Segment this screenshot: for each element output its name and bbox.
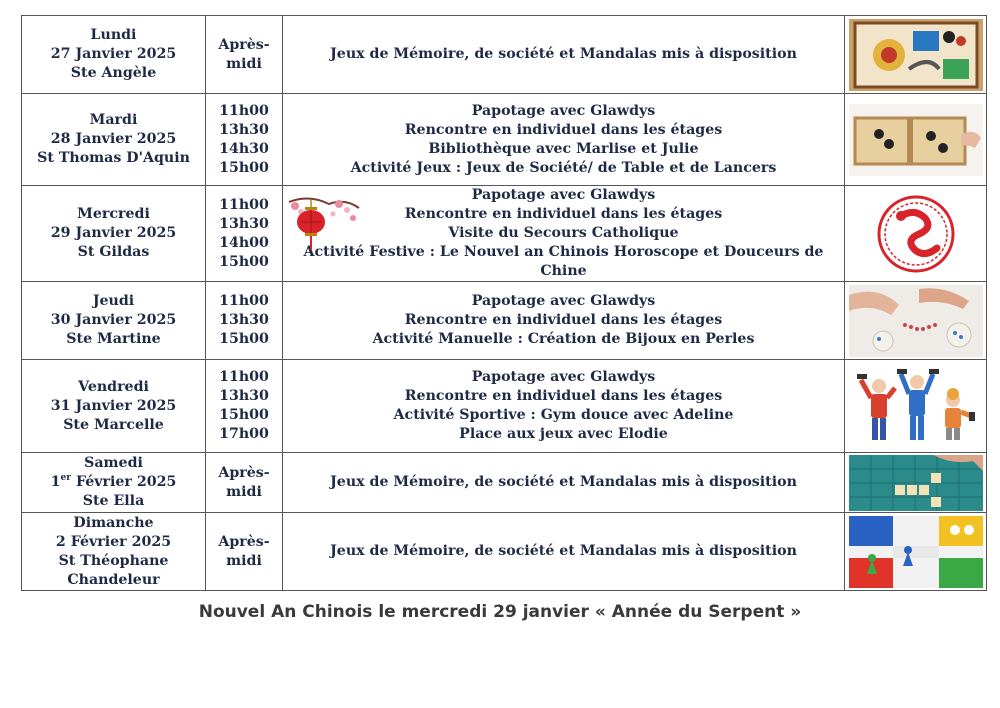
time-cell	[206, 16, 283, 94]
day-date: 29 Janvier 2025	[50, 225, 177, 241]
image-cell	[845, 282, 987, 360]
day-cell	[22, 453, 206, 513]
schedule-row-dimanche	[22, 513, 987, 591]
seniors-gym-illustration	[849, 366, 983, 446]
day-date-rest: Février 2025	[71, 474, 177, 490]
time-label: Après-	[218, 36, 270, 53]
time-label: 17h00	[219, 426, 269, 442]
time-label: Après-	[218, 464, 270, 481]
activity-cell	[283, 282, 845, 360]
day-date-number: 1	[50, 474, 61, 490]
day-date: 27 Janvier 2025	[50, 46, 177, 62]
day-event: Chandeleur	[67, 571, 160, 588]
time-label: 13h30	[219, 121, 269, 138]
schedule-row-mardi	[22, 94, 987, 186]
day-cell	[22, 16, 206, 94]
activity-line: Jeux de Mémoire, de société et Mandalas mis à disposition	[330, 474, 797, 490]
activity-line: Bibliothèque avec Marlise et Julie	[428, 140, 699, 157]
day-cell	[22, 186, 206, 282]
activity-line: Jeux de Mémoire, de société et Mandalas mis à disposition	[330, 46, 797, 62]
snake-emblem	[849, 194, 983, 274]
day-saint: Ste Angèle	[70, 65, 157, 81]
activity-line: Activité Sportive : Gym douce avec Adeline	[393, 407, 734, 423]
time-label: 13h30	[219, 312, 269, 328]
day-cell	[22, 513, 206, 591]
image-cell	[845, 360, 987, 453]
schedule-row-jeudi	[22, 282, 987, 360]
time-label: 13h30	[219, 215, 269, 232]
day-date: 30 Janvier 2025	[50, 312, 177, 328]
ludo-board-photo	[849, 516, 983, 588]
activity-line: Rencontre en individuel dans les étages	[404, 121, 723, 138]
activity-schedule-table	[21, 15, 987, 591]
day-name: Jeudi	[92, 293, 135, 309]
activity-cell	[283, 453, 845, 513]
time-label: 15h00	[219, 159, 269, 176]
day-saint: St Théophane	[58, 552, 169, 569]
day-date-ordinal: er	[60, 473, 72, 483]
time-label: 11h00	[219, 369, 269, 385]
wooden-table-game-photo	[849, 104, 983, 176]
activity-line: Papotage avec Glawdys	[471, 369, 656, 385]
activity-line: Rencontre en individuel dans les étages	[404, 388, 723, 404]
activity-line: Visite du Secours Catholique	[448, 225, 679, 241]
time-label: midi	[226, 483, 262, 500]
activity-cell	[283, 94, 845, 186]
scrabble-photo	[849, 455, 983, 511]
activity-cell	[283, 16, 845, 94]
day-name: Mercredi	[77, 206, 150, 222]
day-date: 28 Janvier 2025	[50, 131, 177, 147]
time-cell	[206, 360, 283, 453]
time-label: 15h00	[219, 407, 269, 423]
chinese-lantern-icon	[287, 192, 361, 256]
time-label: 11h00	[219, 102, 269, 119]
schedule-row-vendredi	[22, 360, 987, 453]
time-label: 14h00	[219, 234, 269, 251]
day-cell	[22, 360, 206, 453]
time-label: midi	[226, 552, 262, 569]
activity-line: Place aux jeux avec Elodie	[459, 426, 668, 442]
time-label: 13h30	[219, 388, 269, 404]
board-game-photo	[849, 19, 983, 91]
day-date: 31 Janvier 2025	[50, 397, 177, 414]
day-cell	[22, 94, 206, 186]
day-name: Vendredi	[78, 378, 149, 395]
footer-caption: Nouvel An Chinois le mercredi 29 janvier « Année du Serpent »	[198, 602, 802, 622]
time-label: Après-	[218, 533, 270, 550]
image-cell	[845, 16, 987, 94]
activity-line: Rencontre en individuel dans les étages	[404, 206, 723, 222]
day-saint: St Gildas	[77, 244, 150, 260]
day-name: Dimanche	[73, 514, 154, 531]
day-name: Lundi	[90, 27, 137, 43]
time-label: 15h00	[219, 331, 269, 347]
time-cell	[206, 453, 283, 513]
activity-line: Activité Festive : Le Nouvel an Chinois Horoscope et Douceurs de Chine	[303, 244, 824, 279]
activity-line: Papotage avec Glawdys	[471, 293, 656, 309]
image-cell	[845, 513, 987, 591]
day-name: Mardi	[89, 112, 138, 128]
activity-line: Rencontre en individuel dans les étages	[404, 312, 723, 328]
time-label: 11h00	[219, 293, 269, 309]
activity-cell	[283, 513, 845, 591]
time-cell	[206, 513, 283, 591]
time-cell	[206, 186, 283, 282]
activity-cell	[283, 186, 845, 282]
time-label: 11h00	[219, 196, 269, 213]
schedule-row-mercredi	[22, 186, 987, 282]
day-saint: Ste Ella	[82, 493, 145, 509]
activity-line: Papotage avec Glawdys	[471, 187, 656, 203]
image-cell	[845, 186, 987, 282]
day-date	[22, 473, 205, 492]
schedule-row-samedi	[22, 453, 987, 513]
image-cell	[845, 94, 987, 186]
activity-line: Papotage avec Glawdys	[471, 102, 656, 119]
image-cell	[845, 453, 987, 513]
activity-line: Activité Jeux : Jeux de Société/ de Table et de Lancers	[350, 159, 777, 176]
time-cell	[206, 282, 283, 360]
activity-line: Activité Manuelle : Création de Bijoux en Perles	[372, 331, 755, 347]
activity-line: Jeux de Mémoire, de société et Mandalas mis à disposition	[330, 543, 797, 559]
schedule-row-lundi	[22, 16, 987, 94]
day-date: 2 Février 2025	[55, 533, 172, 550]
time-label: midi	[226, 55, 262, 72]
time-cell	[206, 94, 283, 186]
day-saint: Ste Marcelle	[63, 416, 164, 433]
day-cell	[22, 282, 206, 360]
time-label: 15h00	[219, 253, 269, 270]
day-saint: Ste Martine	[66, 331, 161, 347]
day-saint: St Thomas D'Aquin	[37, 150, 190, 166]
time-label: 14h30	[219, 140, 269, 157]
day-name: Samedi	[84, 455, 143, 471]
activity-cell	[283, 360, 845, 453]
beads-crafting-photo	[849, 285, 983, 357]
